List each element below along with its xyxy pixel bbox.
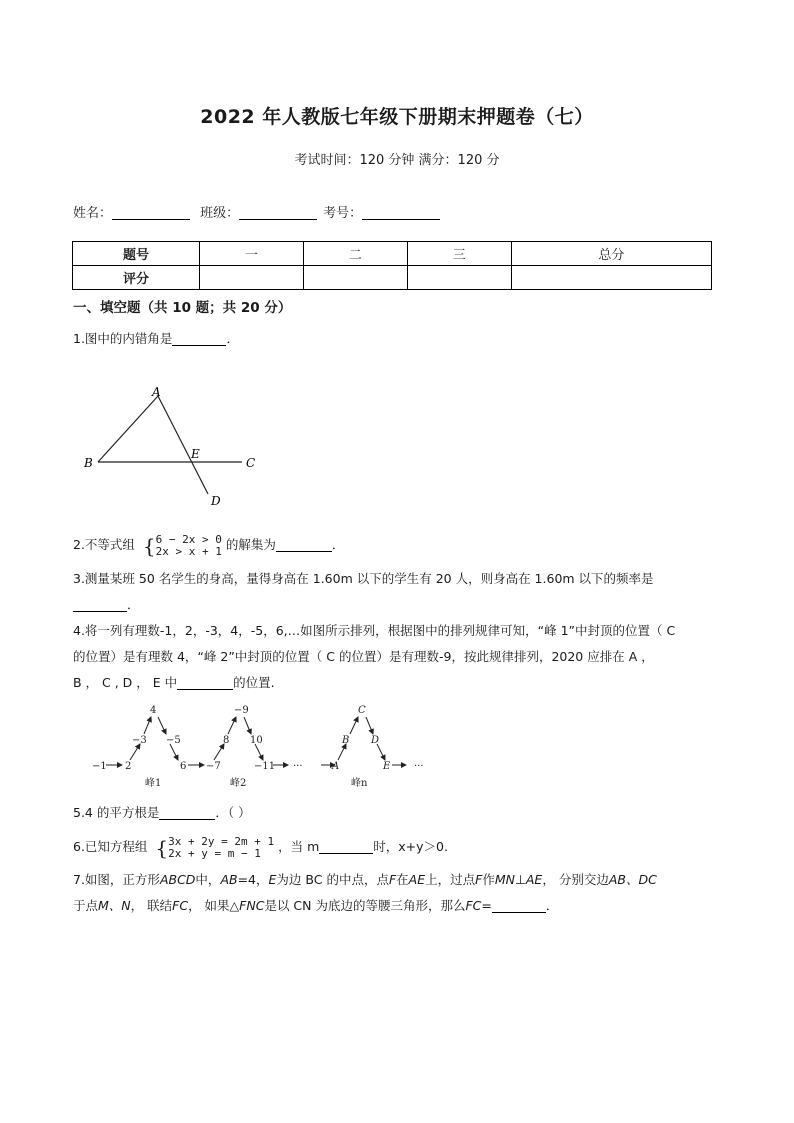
score-table-cell: 评分 — [73, 266, 200, 290]
score-table-cell: 题号 — [73, 242, 200, 266]
student-info-row — [73, 202, 446, 221]
brace-icon: { — [142, 533, 156, 558]
question-text: ， 联结 — [130, 898, 173, 913]
math-symbol: F — [475, 872, 483, 887]
math-symbol: FNC — [239, 898, 265, 913]
question-text: 中， — [195, 872, 221, 887]
score-input-cell[interactable] — [407, 266, 511, 290]
sequence-ellipsis: ··· — [293, 761, 303, 772]
question-text: ， 如果△ — [188, 898, 240, 913]
point-label-e: E — [191, 447, 200, 461]
question-text: 上，过点 — [425, 872, 476, 887]
score-input-cell[interactable] — [303, 266, 407, 290]
question-text: 于点 — [73, 898, 99, 913]
sequence-number: −9 — [234, 705, 249, 716]
question-6 — [73, 834, 448, 860]
question-text: = — [481, 898, 492, 913]
peak-caption: 峰1 — [145, 778, 162, 789]
question-text: ， 分别交边 — [542, 872, 609, 887]
question-text: 6.已知方程组 — [73, 839, 148, 854]
sequence-number: 2 — [125, 761, 132, 772]
peak-caption: 峰2 — [230, 778, 247, 789]
peak-label-a: A — [332, 761, 340, 772]
question-text: 是以 CN 为底边的等腰三角形，那么 — [264, 898, 466, 913]
answer-blank[interactable] — [492, 898, 546, 913]
point-label-b: B — [84, 456, 93, 470]
inequality-line-2: 2x > x + 1 — [155, 544, 222, 558]
question-text: 的位置）是有理数 4，“峰 2”中封顶的位置（ C 的位置）是有理数-9，按此规律排列，2020 应排在 A ， — [73, 649, 654, 664]
peak-label-e: E — [383, 761, 391, 772]
question-text: 时，x+y＞0. — [373, 839, 448, 854]
question-7 — [73, 867, 657, 893]
score-table — [72, 241, 712, 290]
question-text: 为边 BC 的中点，点 — [276, 872, 389, 887]
brace-icon: { — [155, 835, 169, 860]
answer-blank[interactable] — [276, 537, 332, 552]
math-symbol: AB、DC — [608, 872, 657, 887]
q1-triangle-figure — [80, 382, 270, 512]
peak-label-b: B — [342, 735, 350, 746]
question-end: ． — [545, 898, 559, 913]
question-text: 作 — [482, 872, 495, 887]
score-table-cell: 总分 — [511, 242, 711, 266]
inequality-line-1: 6 − 2x > 0 — [155, 532, 222, 546]
question-text: =4， — [237, 872, 269, 887]
q4-peaks-figure — [88, 700, 438, 795]
question-text: 4.将一列有理数-1，2，-3，4，-5，6,…如图所示排列，根据图中的排列规律可知，“峰 1”中封顶的位置（ C — [73, 623, 676, 638]
sequence-number: 4 — [150, 705, 157, 716]
number-label: 考号： — [323, 206, 363, 221]
sequence-number: −11 — [254, 761, 276, 772]
question-end: ． — [127, 597, 140, 612]
question-5 — [73, 800, 251, 826]
point-label-c: C — [246, 456, 256, 470]
question-text: 在 — [396, 872, 409, 887]
score-table-header-row — [73, 242, 712, 266]
score-table-cell: 三 — [407, 242, 511, 266]
math-symbol: F — [388, 872, 397, 887]
question-4 — [73, 618, 675, 644]
point-label-a: A — [152, 385, 161, 399]
sequence-ellipsis: ··· — [414, 761, 424, 772]
question-text: ，当 m — [278, 839, 320, 854]
score-input-cell[interactable] — [511, 266, 711, 290]
question-end: ． — [226, 331, 239, 346]
sequence-number: 6 — [180, 761, 187, 772]
answer-blank[interactable] — [73, 597, 127, 612]
question-3-line-2 — [73, 592, 140, 618]
peak-caption: 峰n — [351, 778, 368, 789]
answer-blank[interactable] — [319, 839, 373, 854]
sequence-number: −1 — [92, 761, 107, 772]
math-symbol: ABCD — [159, 872, 196, 887]
equation-system — [155, 836, 274, 860]
peak-label-c: C — [358, 705, 366, 716]
question-3 — [73, 566, 654, 592]
point-label-d: D — [211, 494, 221, 508]
class-label: 班级： — [200, 206, 240, 221]
section-title: 一、填空题（共 10 题；共 20 分） — [73, 300, 292, 316]
number-blank[interactable] — [362, 205, 440, 220]
question-text: 1.图中的内错角是 — [73, 331, 173, 346]
question-end: ．（ ） — [215, 805, 251, 820]
question-text: 5.4 的平方根是 — [73, 805, 160, 820]
score-input-cell[interactable] — [200, 266, 304, 290]
question-2 — [73, 532, 344, 558]
name-blank[interactable] — [112, 205, 190, 220]
question-7-line-2 — [73, 893, 558, 919]
math-symbol: E — [268, 872, 277, 887]
math-symbol: FC — [172, 898, 189, 913]
math-symbol: AE — [408, 872, 426, 887]
exam-title: 2022 年人教版七年级下册期末押题卷（七） — [200, 106, 594, 128]
math-symbol: AB — [220, 872, 238, 887]
answer-blank[interactable] — [159, 805, 215, 820]
question-1 — [73, 326, 239, 352]
equation-line-2: 2x + y = m − 1 — [168, 846, 261, 860]
answer-blank[interactable] — [177, 675, 233, 690]
question-text: 7.如图，正方形 — [73, 872, 160, 887]
equation-line-1: 3x + 2y = 2m + 1 — [168, 834, 275, 848]
question-text: 3.测量某班 50 名学生的身高，量得身高在 1.60m 以下的学生有 20 人，则身高在 1.60m 以下的频率是 — [73, 571, 654, 586]
class-blank[interactable] — [239, 205, 317, 220]
exam-subtitle: 考试时间：120 分钟 满分：120 分 — [294, 153, 500, 168]
question-end: ． — [331, 537, 345, 552]
question-text: 2.不等式组 — [73, 537, 135, 552]
score-table-cell: 二 — [303, 242, 407, 266]
sequence-number: 8 — [223, 735, 230, 746]
sequence-number: 10 — [250, 735, 263, 746]
question-text: B ， C , D ， E 中 — [73, 675, 178, 690]
question-text: 的位置. — [233, 675, 275, 690]
name-label: 姓名： — [73, 206, 113, 221]
sequence-number: −5 — [166, 735, 181, 746]
peak-label-d: D — [371, 735, 380, 746]
score-table-cell: 一 — [200, 242, 304, 266]
score-table-score-row — [73, 266, 712, 290]
question-4-line-3 — [73, 670, 275, 696]
inequality-system — [143, 534, 222, 558]
question-text: 的解集为 — [225, 537, 276, 552]
answer-blank[interactable] — [172, 331, 226, 346]
question-4-line-2 — [73, 644, 654, 670]
math-symbol: M、N — [98, 898, 131, 913]
math-symbol: FC — [465, 898, 482, 913]
math-symbol: MN⊥AE — [494, 872, 543, 887]
sequence-number: −7 — [206, 761, 221, 772]
sequence-number: −3 — [132, 735, 147, 746]
